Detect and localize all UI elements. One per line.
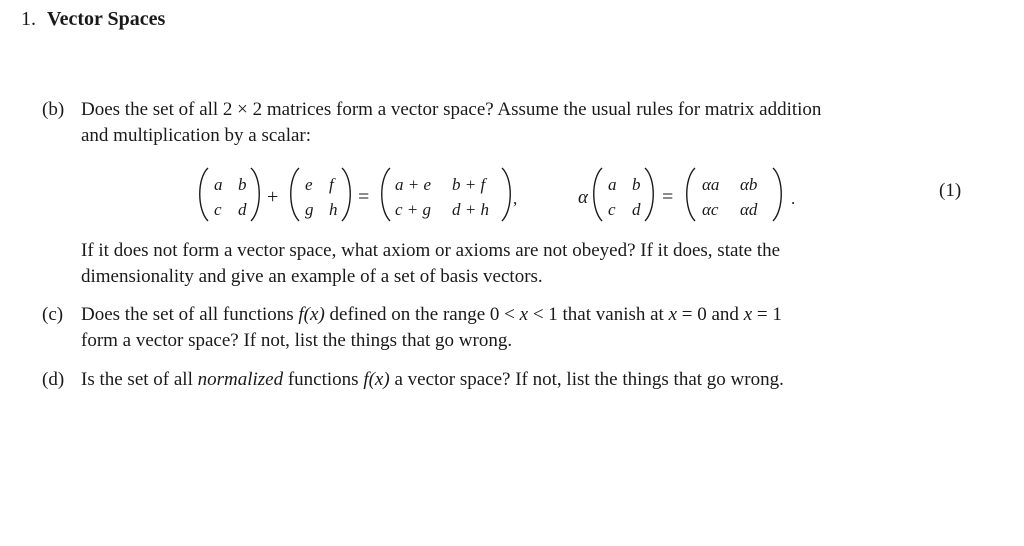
matrix-abcd [200, 168, 260, 221]
m3-dh: d + h [452, 200, 489, 219]
equation-number: (1) [939, 180, 962, 201]
m1-b: b [238, 175, 247, 194]
period: . [791, 189, 796, 208]
item-c-line2: form a vector space? If not, list the things that go wrong. [81, 330, 513, 351]
item-b-followup-line1: If it does not form a vector space, what axiom or axioms are not obeyed? If it does, state the [81, 240, 781, 261]
item-b-line1: Does the set of all 2 × 2 matrices form a vector space? Assume the usual rules for matrix addition [81, 99, 822, 120]
equals-sign-2: = [662, 186, 674, 208]
equation-1 [195, 166, 815, 224]
item-c-text [81, 302, 982, 354]
matrix-scaled [687, 168, 782, 221]
m1-d: d [238, 200, 247, 219]
item-b-text [81, 97, 982, 149]
item-d-line1 [81, 367, 982, 393]
m5-ac: αc [702, 200, 719, 219]
comma: , [513, 189, 518, 208]
m1-a: a [214, 175, 223, 194]
item-d [42, 367, 982, 393]
section-number: 1. [21, 8, 36, 30]
plus-sign: + [267, 186, 279, 208]
item-c-text-2: defined on the range 0 < [324, 304, 520, 325]
item-b-followup [81, 238, 780, 290]
item-c-text-5: = 1 [752, 304, 782, 325]
m3-cg: c + g [395, 200, 432, 219]
section-title: Vector Spaces [47, 8, 166, 30]
m3-ae: a + e [395, 175, 432, 194]
section-heading [21, 8, 165, 31]
item-b-followup-line2: dimensionality and give an example of a set of basis vectors. [81, 266, 543, 287]
item-c [42, 302, 982, 354]
item-c-line1 [81, 302, 982, 328]
item-b-line2: and multiplication by a scalar: [81, 125, 312, 146]
item-d-text-2: functions [283, 369, 364, 390]
m3-bf: b + f [452, 175, 486, 194]
m2-h: h [329, 200, 338, 219]
item-d-text [81, 367, 982, 393]
m2-f: f [329, 175, 334, 194]
function-f-of-x: f(x) [298, 304, 325, 325]
m4-b: b [632, 175, 641, 194]
variable-x-1: x [519, 304, 529, 325]
matrix-sum [382, 168, 511, 221]
scalar-alpha: α [578, 187, 588, 208]
m2-e: e [305, 175, 313, 194]
matrix-abcd-2 [594, 168, 654, 221]
m5-ab: αb [740, 175, 758, 194]
matrix-efgh [291, 168, 351, 221]
item-c-text-4: = 0 and [677, 304, 744, 325]
equals-sign-1: = [358, 186, 370, 208]
item-d-label: (d) [42, 369, 65, 390]
item-c-label: (c) [42, 304, 64, 325]
m2-g: g [305, 200, 314, 219]
m4-d: d [632, 200, 641, 219]
function-f-of-x-2: f(x) [363, 369, 390, 390]
m5-ad: αd [740, 200, 758, 219]
item-d-text-1: Is the set of all [81, 369, 198, 390]
variable-x-3: x [743, 304, 753, 325]
m4-c: c [608, 200, 616, 219]
item-b-label: (b) [42, 99, 65, 120]
m4-a: a [608, 175, 617, 194]
item-c-text-3: < 1 that vanish at [528, 304, 669, 325]
variable-x-2: x [668, 304, 678, 325]
item-b [42, 97, 982, 149]
item-d-text-3: a vector space? If not, list the things that go wrong. [389, 369, 784, 390]
m5-aa: αa [702, 175, 720, 194]
item-c-text-1: Does the set of all functions [81, 304, 299, 325]
m1-c: c [214, 200, 222, 219]
emphasis-normalized: normalized [197, 369, 284, 390]
